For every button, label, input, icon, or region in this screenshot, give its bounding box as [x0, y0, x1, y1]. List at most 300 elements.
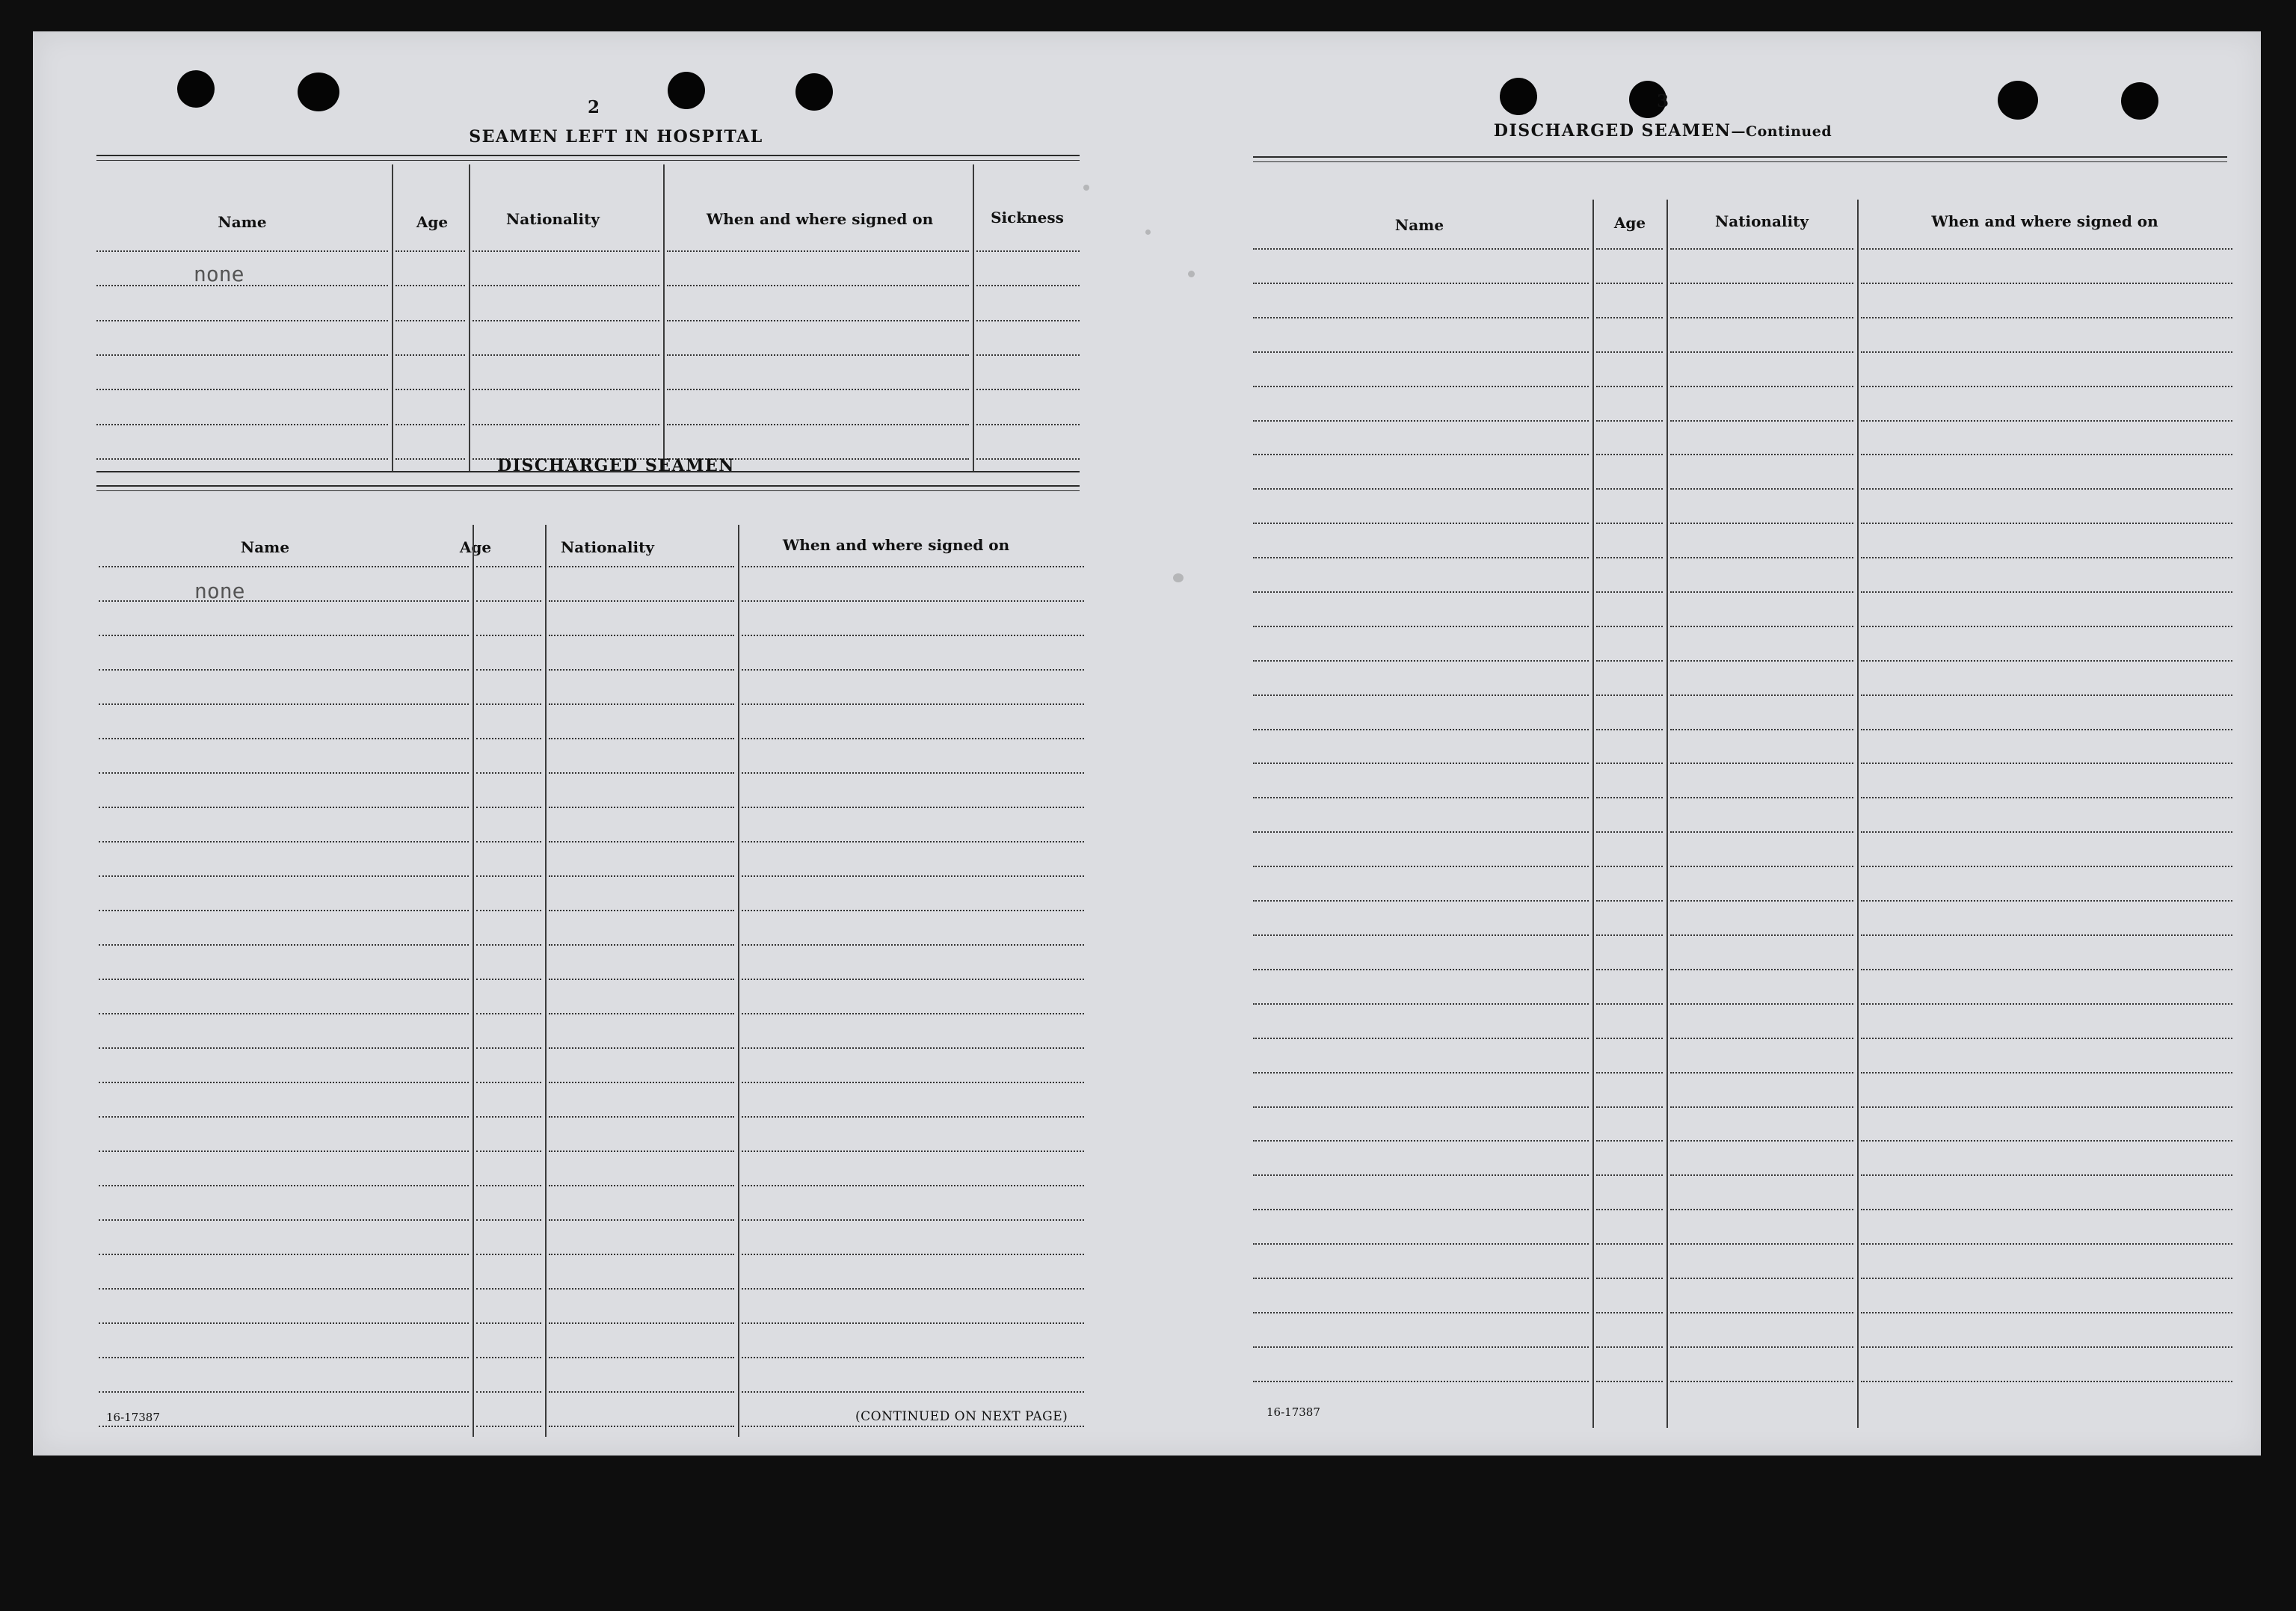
ruled-line	[1670, 866, 1853, 867]
ruled-line	[549, 1151, 734, 1152]
ruled-line	[1670, 1278, 1853, 1279]
paper-speck	[1173, 573, 1184, 582]
ruled-line	[1253, 557, 1589, 558]
ruled-line	[1253, 1140, 1589, 1142]
ruled-line	[667, 285, 969, 286]
ruled-line	[1253, 1072, 1589, 1074]
ruled-line	[476, 944, 541, 946]
form-number: 16-17387	[106, 1411, 160, 1424]
ruled-line	[1253, 660, 1589, 662]
ruled-line	[1670, 351, 1853, 353]
column-divider	[1666, 200, 1668, 1428]
ruled-line	[476, 1357, 541, 1358]
ruled-line	[476, 875, 541, 877]
title-rule	[1253, 161, 2227, 162]
ruled-line	[96, 389, 388, 390]
ruled-line	[1253, 488, 1589, 490]
ruled-line	[1861, 1003, 2232, 1005]
ruled-line	[1596, 831, 1663, 833]
ruled-line	[742, 1047, 1084, 1049]
ruled-line	[1670, 1174, 1853, 1176]
ruled-line	[396, 389, 465, 390]
ruled-line	[476, 566, 541, 567]
ruled-line	[976, 389, 1080, 390]
ruled-line	[96, 424, 388, 425]
ruled-line	[549, 635, 734, 636]
ruled-line	[1596, 591, 1663, 593]
ruled-line	[99, 772, 469, 774]
ruled-line	[742, 1116, 1084, 1118]
ruled-line	[1861, 248, 2232, 250]
ruled-line	[1670, 1038, 1853, 1039]
title-suffix: —Continued	[1731, 123, 1832, 140]
ruled-line	[96, 320, 388, 321]
ruled-line	[99, 703, 469, 705]
ruled-line	[1861, 866, 2232, 867]
punch-hole	[1500, 78, 1537, 115]
ruled-line	[1596, 1106, 1663, 1108]
ruled-line	[1253, 729, 1589, 730]
ruled-line	[549, 1013, 734, 1014]
ruled-line	[667, 250, 969, 252]
ruled-line	[1861, 1038, 2232, 1039]
punch-hole	[298, 73, 339, 111]
ruled-line	[1253, 694, 1589, 696]
ruled-line	[549, 1047, 734, 1049]
ruled-line	[1670, 934, 1853, 936]
ruled-line	[1253, 969, 1589, 970]
ruled-line	[99, 1185, 469, 1186]
ruled-line	[1861, 1243, 2232, 1245]
column-header-signed-on: When and where signed on	[782, 536, 1010, 554]
ruled-line	[1253, 1174, 1589, 1176]
ruled-line	[1253, 1003, 1589, 1005]
ruled-line	[742, 841, 1084, 843]
ruled-line	[99, 944, 469, 946]
ruled-line	[99, 1391, 469, 1393]
ruled-line	[549, 1254, 734, 1255]
ruled-line	[1861, 1209, 2232, 1210]
column-divider	[663, 164, 665, 471]
ruled-line	[99, 1219, 469, 1221]
ruled-line	[1861, 969, 2232, 970]
ruled-line	[473, 250, 659, 252]
ruled-line	[742, 1357, 1084, 1358]
ruled-line	[1861, 934, 2232, 936]
ruled-line	[1670, 660, 1853, 662]
ruled-line	[473, 389, 659, 390]
ruled-line	[99, 1357, 469, 1358]
ruled-line	[1253, 1038, 1589, 1039]
ruled-line	[99, 600, 469, 602]
ruled-line	[1861, 1174, 2232, 1176]
ruled-line	[1861, 729, 2232, 730]
column-header-name: Name	[1394, 216, 1444, 234]
column-header-nationality: Nationality	[1715, 212, 1809, 230]
ruled-line	[1596, 900, 1663, 902]
ruled-line	[1670, 523, 1853, 524]
ruled-line	[1670, 1346, 1853, 1348]
ruled-line	[473, 320, 659, 321]
paper-speck	[1145, 230, 1151, 235]
ruled-line	[976, 424, 1080, 425]
ruled-line	[476, 1288, 541, 1290]
column-divider	[473, 525, 474, 1437]
ruled-line	[667, 320, 969, 321]
ruled-line	[1596, 1072, 1663, 1074]
ruled-line	[1861, 831, 2232, 833]
ruled-line	[1861, 523, 2232, 524]
column-header-signed-on: When and where signed on	[1931, 212, 2158, 230]
ruled-line	[473, 424, 659, 425]
ruled-line	[549, 566, 734, 567]
ruled-line	[1670, 1243, 1853, 1245]
ruled-line	[1670, 1003, 1853, 1005]
ruled-line	[1861, 454, 2232, 455]
punch-hole	[795, 73, 833, 111]
ruled-line	[1670, 763, 1853, 764]
ruled-line	[1596, 557, 1663, 558]
ruled-line	[1670, 283, 1853, 284]
ruled-line	[1596, 248, 1663, 250]
discharged-section-title: DISCHARGED SEAMEN	[497, 456, 735, 475]
ruled-line	[1253, 454, 1589, 455]
ruled-line	[1596, 1278, 1663, 1279]
title-main: DISCHARGED SEAMEN	[1493, 121, 1732, 141]
ruled-line	[742, 635, 1084, 636]
ruled-line	[99, 566, 469, 567]
ruled-line	[549, 772, 734, 774]
ruled-line	[742, 875, 1084, 877]
ruled-line	[396, 424, 465, 425]
ruled-line	[742, 738, 1084, 739]
ruled-line	[1861, 763, 2232, 764]
column-divider	[973, 164, 974, 471]
ruled-line	[549, 669, 734, 671]
ruled-line	[1253, 1278, 1589, 1279]
ruled-line	[1670, 1209, 1853, 1210]
ruled-line	[1596, 729, 1663, 730]
column-header-age: Age	[459, 538, 492, 556]
ruled-line	[99, 841, 469, 843]
ruled-line	[1861, 1346, 2232, 1348]
ruled-line	[742, 979, 1084, 980]
ruled-line	[1596, 866, 1663, 867]
punch-hole	[177, 70, 215, 108]
ruled-line	[1861, 900, 2232, 902]
ruled-line	[1253, 934, 1589, 936]
ruled-line	[1861, 283, 2232, 284]
ruled-line	[1861, 660, 2232, 662]
ruled-line	[1596, 454, 1663, 455]
ruled-line	[1670, 969, 1853, 970]
ruled-line	[742, 910, 1084, 911]
ruled-line	[473, 285, 659, 286]
column-header-signed-on: When and where signed on	[706, 210, 934, 228]
ruled-line	[1253, 1381, 1589, 1382]
hospital-entry-none: none	[194, 262, 244, 286]
ruled-line	[742, 1322, 1084, 1324]
hospital-table	[96, 164, 1080, 471]
ruled-line	[1596, 1140, 1663, 1142]
ruled-line	[549, 1082, 734, 1083]
ruled-line	[1861, 488, 2232, 490]
ruled-line	[1253, 626, 1589, 627]
ruled-line	[1670, 626, 1853, 627]
ruled-line	[1861, 626, 2232, 627]
ruled-line	[742, 1219, 1084, 1221]
discharged-continued-table	[1253, 166, 2232, 1428]
ruled-line	[549, 1185, 734, 1186]
ruled-line	[549, 910, 734, 911]
ruled-line	[1670, 797, 1853, 798]
ruled-line	[476, 635, 541, 636]
ruled-line	[1253, 797, 1589, 798]
ruled-line	[99, 875, 469, 877]
ruled-line	[396, 250, 465, 252]
ruled-line	[1596, 488, 1663, 490]
ruled-line	[667, 424, 969, 425]
ruled-line	[476, 1391, 541, 1393]
ruled-line	[1596, 1243, 1663, 1245]
ruled-line	[1253, 1312, 1589, 1313]
ruled-line	[1596, 797, 1663, 798]
column-header-nationality: Nationality	[506, 210, 600, 228]
ruled-line	[1861, 317, 2232, 318]
ruled-line	[99, 910, 469, 911]
discharged-entry-none: none	[194, 579, 245, 603]
ruled-line	[1670, 1140, 1853, 1142]
ruled-line	[1596, 1312, 1663, 1313]
ruled-line	[99, 1047, 469, 1049]
ruled-line	[1253, 900, 1589, 902]
ruled-line	[742, 944, 1084, 946]
section-rule	[96, 490, 1080, 491]
ruled-line	[1861, 386, 2232, 387]
column-header-age: Age	[1613, 214, 1646, 232]
ruled-line	[476, 1047, 541, 1049]
ruled-line	[99, 1013, 469, 1014]
ruled-line	[1670, 454, 1853, 455]
ruled-line	[1670, 729, 1853, 730]
ruled-line	[1253, 420, 1589, 422]
ruled-line	[549, 875, 734, 877]
ruled-line	[1253, 591, 1589, 593]
form-number: 16-17387	[1267, 1405, 1320, 1419]
ruled-line	[1670, 831, 1853, 833]
ruled-line	[1861, 591, 2232, 593]
document-sheet	[33, 31, 2261, 1456]
ruled-line	[742, 1013, 1084, 1014]
ruled-line	[1670, 420, 1853, 422]
ruled-line	[742, 703, 1084, 705]
ruled-line	[99, 807, 469, 808]
ruled-line	[476, 1185, 541, 1186]
ruled-line	[549, 944, 734, 946]
ruled-line	[1253, 386, 1589, 387]
ruled-line	[99, 1288, 469, 1290]
column-divider	[1857, 200, 1859, 1428]
ruled-line	[1861, 1072, 2232, 1074]
ruled-line	[1596, 763, 1663, 764]
column-divider	[738, 525, 739, 1437]
ruled-line	[742, 600, 1084, 602]
page-number: 2	[587, 97, 600, 117]
ruled-line	[1253, 763, 1589, 764]
title-rule	[96, 160, 1080, 161]
ruled-line	[667, 354, 969, 356]
ruled-line	[1253, 1346, 1589, 1348]
ruled-line	[99, 669, 469, 671]
ruled-line	[1861, 797, 2232, 798]
ruled-line	[549, 979, 734, 980]
ruled-line	[99, 1116, 469, 1118]
ruled-line	[976, 354, 1080, 356]
ruled-line	[476, 1426, 541, 1427]
hospital-section-title: SEAMEN LEFT IN HOSPITAL	[469, 127, 763, 147]
ruled-line	[1861, 351, 2232, 353]
ruled-line	[1596, 934, 1663, 936]
ruled-line	[1670, 1106, 1853, 1108]
column-divider	[392, 164, 393, 471]
ruled-line	[1861, 1140, 2232, 1142]
ruled-line	[1670, 900, 1853, 902]
ruled-line	[1596, 1174, 1663, 1176]
ruled-line	[96, 250, 388, 252]
column-header-sickness: Sickness	[991, 209, 1064, 227]
ruled-line	[1861, 1381, 2232, 1382]
ruled-line	[1596, 626, 1663, 627]
ruled-line	[742, 1082, 1084, 1083]
ruled-line	[99, 1151, 469, 1152]
ruled-line	[96, 458, 388, 460]
ruled-line	[1253, 317, 1589, 318]
ruled-line	[1861, 1312, 2232, 1313]
ruled-line	[742, 1185, 1084, 1186]
ruled-line	[476, 979, 541, 980]
ruled-line	[476, 669, 541, 671]
ruled-line	[549, 738, 734, 739]
ruled-line	[1670, 1381, 1853, 1382]
ruled-line	[476, 772, 541, 774]
ruled-line	[976, 458, 1080, 460]
ruled-line	[549, 1219, 734, 1221]
column-divider	[1592, 200, 1594, 1428]
ruled-line	[742, 1426, 1084, 1427]
ruled-line	[1253, 283, 1589, 284]
ruled-line	[476, 841, 541, 843]
ruled-line	[96, 285, 388, 286]
column-divider	[469, 164, 470, 471]
page-number: 3	[1656, 91, 1669, 111]
ruled-line	[476, 1151, 541, 1152]
ruled-line	[476, 807, 541, 808]
ruled-line	[549, 807, 734, 808]
ruled-line	[1670, 386, 1853, 387]
ruled-line	[99, 979, 469, 980]
ruled-line	[396, 285, 465, 286]
ruled-line	[549, 1357, 734, 1358]
ruled-line	[742, 1288, 1084, 1290]
ruled-line	[1670, 248, 1853, 250]
ruled-line	[1253, 1209, 1589, 1210]
ruled-line	[99, 1082, 469, 1083]
ruled-line	[1861, 1278, 2232, 1279]
title-rule	[1253, 156, 2227, 158]
ruled-line	[1253, 1243, 1589, 1245]
ruled-line	[1596, 523, 1663, 524]
column-header-name: Name	[218, 213, 267, 231]
ruled-line	[1253, 351, 1589, 353]
ruled-line	[549, 1426, 734, 1427]
ruled-line	[742, 1151, 1084, 1152]
ruled-line	[99, 1426, 469, 1427]
ruled-line	[742, 1391, 1084, 1393]
title-rule	[96, 155, 1080, 156]
ruled-line	[549, 841, 734, 843]
ruled-line	[742, 807, 1084, 808]
ruled-line	[476, 1082, 541, 1083]
ruled-line	[549, 703, 734, 705]
paper-speck	[1083, 185, 1089, 191]
ruled-line	[1670, 317, 1853, 318]
ruled-line	[1670, 1312, 1853, 1313]
ruled-line	[742, 566, 1084, 567]
ruled-line	[476, 1254, 541, 1255]
paper-speck	[1188, 271, 1195, 277]
column-divider	[545, 525, 547, 1437]
ruled-line	[1596, 969, 1663, 970]
ruled-line	[742, 1254, 1084, 1255]
ruled-line	[1596, 420, 1663, 422]
ruled-line	[476, 1219, 541, 1221]
ruled-line	[549, 1322, 734, 1324]
ruled-line	[1596, 1209, 1663, 1210]
punch-hole	[668, 72, 705, 109]
ruled-line	[1861, 557, 2232, 558]
ruled-line	[96, 354, 388, 356]
ruled-line	[1253, 523, 1589, 524]
ruled-line	[667, 389, 969, 390]
ruled-line	[549, 1116, 734, 1118]
ruled-line	[1861, 1106, 2232, 1108]
ruled-line	[476, 1322, 541, 1324]
discharged-table	[99, 495, 1084, 1437]
ruled-line	[1253, 248, 1589, 250]
ruled-line	[1670, 694, 1853, 696]
ruled-line	[1596, 1381, 1663, 1382]
ruled-line	[1596, 351, 1663, 353]
ruled-line	[1596, 1038, 1663, 1039]
discharged-continued-title	[1401, 121, 1924, 141]
ruled-line	[976, 285, 1080, 286]
ruled-line	[1670, 557, 1853, 558]
ruled-line	[549, 600, 734, 602]
ruled-line	[1596, 283, 1663, 284]
ruled-line	[1861, 420, 2232, 422]
ruled-line	[1596, 1346, 1663, 1348]
punch-hole	[2121, 82, 2158, 120]
ruled-line	[476, 703, 541, 705]
ruled-line	[1253, 831, 1589, 833]
ruled-line	[1670, 1072, 1853, 1074]
ruled-line	[976, 320, 1080, 321]
ruled-line	[742, 772, 1084, 774]
ruled-line	[99, 635, 469, 636]
ruled-line	[1253, 1106, 1589, 1108]
ruled-line	[99, 1322, 469, 1324]
ruled-line	[99, 1254, 469, 1255]
